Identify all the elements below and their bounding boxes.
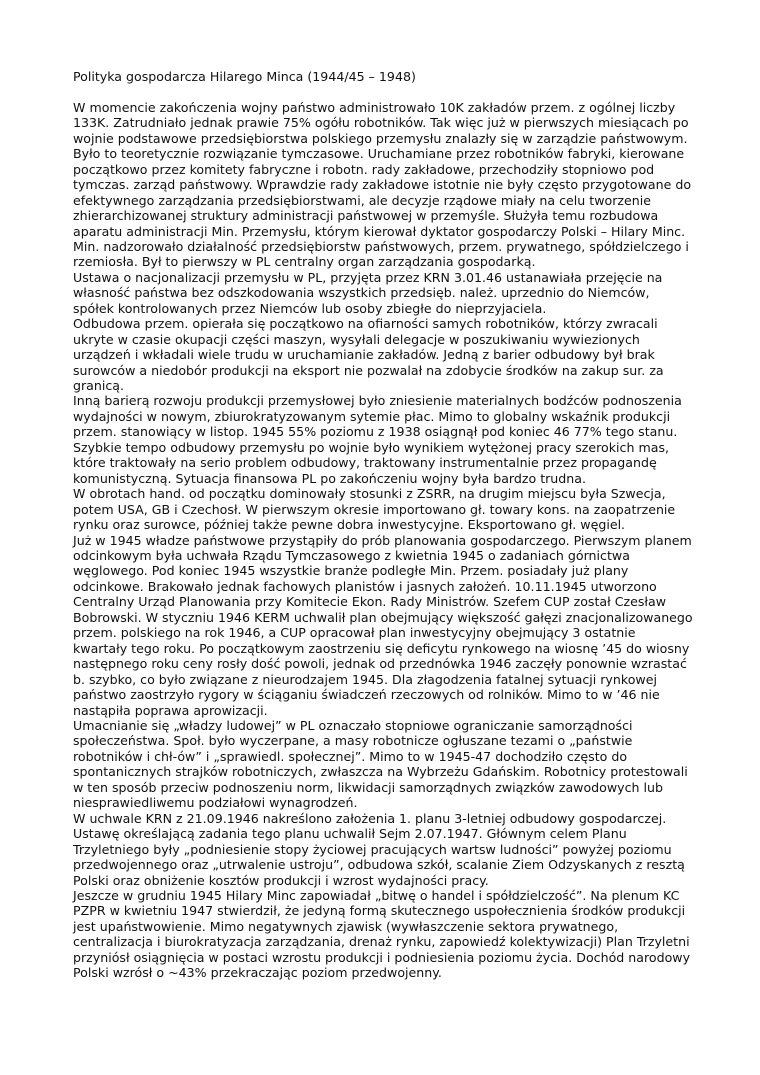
paragraph-three-year-plan: W uchwale KRN z 21.09.1946 nakreślono założenia 1. planu 3-letniej odbudowy gospodarczej. Ustawę określającą zadania tego planu uchwalił Sejm 2.07.1947. Głównym celem Planu Trzyletniego były „podniesienie stopy życiowej pracujących wartsw ludności” powyżej poziomu przedwojennego oraz „utrwalenie ustroju”, odbudowa szkół, scalanie Ziem Odzyskanych z resztą Polski oraz obniżenie kosztów produkcji i wzrost wydajności pracy. — [73, 810, 685, 888]
document-title: Polityka gospodarcza Hilarego Minca (1944/45 – 1948) — [73, 69, 416, 84]
paragraph-reconstruction-pace: Szybkie tempo odbudowy przemysłu po wojnie było wynikiem wytężonej pracy szerokich mas, które traktowały na serio problem odbudowy, traktowany instrumentalnie przez propagandę komunistyczną. Sytuacja finansowa PL po zakończeniu wojny była bardzo trudna. — [73, 439, 670, 486]
paragraph-production-barriers: Inną barierą rozwoju produkcji przemysłowej było zniesienie materialnych bodźców podnoszenia wydajności w nowym, zbiurokratyzowanym sytemie płac. Mimo to globalny wskaźnik produkcji przem. stanowiący w listop. 1945 55% poziomu z 1938 osiągnął pod koniec 46 77% tego stanu. — [73, 393, 682, 440]
paragraph-battle-for-trade: Jeszcze w grudniu 1945 Hilary Minc zapowiadał „bitwę o handel i spółdzielczość”. Na plenum KC PZPR w kwietniu 1947 stwierdził, że jedyną formą skutecznego uspołecznienia środków produkcji jest upaństwowienie. Mimo negatywnych zjawisk (wywłaszczenie sektora prywatnego, centralizacja i biurokratyzacja zarządzania, drenaż rynku, zapowiedź kolektywizacji) Plan Trzyletni przyniósł osiągnięcia w postaci wzrostu produkcji i podniesienia poziomu życia. Dochód narodowy Polski wzrósł o ~43% przekraczając poziom przedwojenny. — [73, 887, 691, 981]
paragraph-state-administration: W momencie zakończenia wojny państwo administrowało 10K zakładów przem. z ogólnej liczby 133K. Zatrudniało jednak prawie 75% ogółu robotników. Tak więc już w pierwszych miesiącach po wojnie podstawowe przedsiębiorstwa polskiego przemysłu znalazły się w zarządzie państwowym. Było to teoretycznie rozwiązanie tymczasowe. Uruchamiane przez robotników fabryki, kierowane początkowo przez komitety fabryczne i robotn. rady zakładowe, przechodziły stopniowo pod tymczas. zarząd państwowy. Wprawdzie rady zakładowe istotnie nie były często przygotowane do efektywnego zarządzania przedsiębiorstwami, ale decyzje rządowe miały na celu tworzenie zhierarchizowanej struktury administracji państwowej w przemyśle. Służyła temu rozbudowa aparatu administracji Min. Przemysłu, którym kierował dyktator gospodarczy Polski – Hilary Minc. Min. nadzorowało działalność przedsiębiorstw państwowych, przem. prywatnego, spółdzielczego i rzemiosła. Był to pierwszy w PL centralny organ zarządzania gospodarką. — [73, 99, 692, 270]
document-page — [73, 69, 693, 981]
paragraph-peoples-power: Umacnianie się „władzy ludowej” w PL oznaczało stopniowe ograniczanie samorządności społeczeństwa. Społ. było wyczerpane, a masy robotnicze ogłuszane tezami o „państwie robotników i chł-ów” i „sprawiedl. społecznej”. Mimo to w 1945-47 dochodziło często do spontanicznych strajków robotniczych, zwłaszcza na Wybrzeżu Gdańskim. Robotnicy protestowali w ten sposób przeciw podnoszeniu norm, likwidacji samorządnych związków zawodowych lub niesprawiedliwemu podziałowi wynagrodzeń. — [73, 718, 688, 811]
paragraph-foreign-trade: W obrotach hand. od początku dominowały stosunki z ZSRR, na drugim miejscu była Szwecja, potem USA, GB i Czechosł. W pierwszym okresie importowano gł. towary kons. na zaopatrzenie rynku oraz surowce, później także pewne dobra inwestycyjne. Eksportowano gł. węgiel. — [73, 486, 676, 533]
blank-line — [73, 84, 693, 99]
paragraph-nationalization-act: Ustawa o nacjonalizacji przemysłu w PL, przyjęta przez KRN 3.01.46 ustanawiała przejęcie na własność państwa bez odszkodowania wszystkich przedsięb. należ. uprzednio do Niemców, spółek kontrolowanych przez Niemców lub osoby zbiegłe do nieprzyjaciela. — [73, 269, 663, 316]
paragraph-economic-planning: Już w 1945 władze państwowe przystąpiły do prób planowania gospodarczego. Pierwszym planem odcinkowym była uchwała Rządu Tymczasowego z kwietnia 1945 o zadaniach górnictwa węglowego. Pod koniec 1945 wszystkie branże podległe Min. Przem. posiadały już plany odcinkowe. Brakowało jednak fachowych planistów i jasnych założeń. 10.11.1945 utworzono Centralny Urząd Planowania przy Komitecie Ekon. Rady Ministrów. Szefem CUP został Czesław Bobrowski. W styczniu 1946 KERM uchwalił plan obejmujący większość gałęzi znacjonalizowanego przem. polskiego na rok 1946, a CUP opracował plan inwestycyjny obejmujący 3 ostatnie kwartały tego roku. Po początkowym zaostrzeniu się deficytu rynkowego na wiosnę ’45 do wiosny następnego roku ceny rosły dość powoli, jednak od przednówka 1946 zaczęły ponownie wzrastać b. szybko, co było związane z nieurodzajem 1945. Dla złagodzenia fatalnej sytuacji rynkowej państwo zaostrzyło rygory w ściąganiu świadczeń rzeczowych od rolników. Mimo to w ’46 nie nastąpiła poprawa aprowizacji. — [73, 532, 693, 718]
paragraph-reconstruction: Odbudowa przem. opierała się początkowo na ofiarności samych robotników, którzy zwracali ukryte w czasie okupacji części maszyn, wysyłali delegacje w poszukiwaniu wywiezionych urządzeń i wkładali wiele trudu w uruchamianie zakładów. Jedną z barier odbudowy był brak surowców a niedobór produkcji na eksport nie pozwalał na zdobycie środków na zakup sur. za granicą. — [73, 316, 664, 394]
